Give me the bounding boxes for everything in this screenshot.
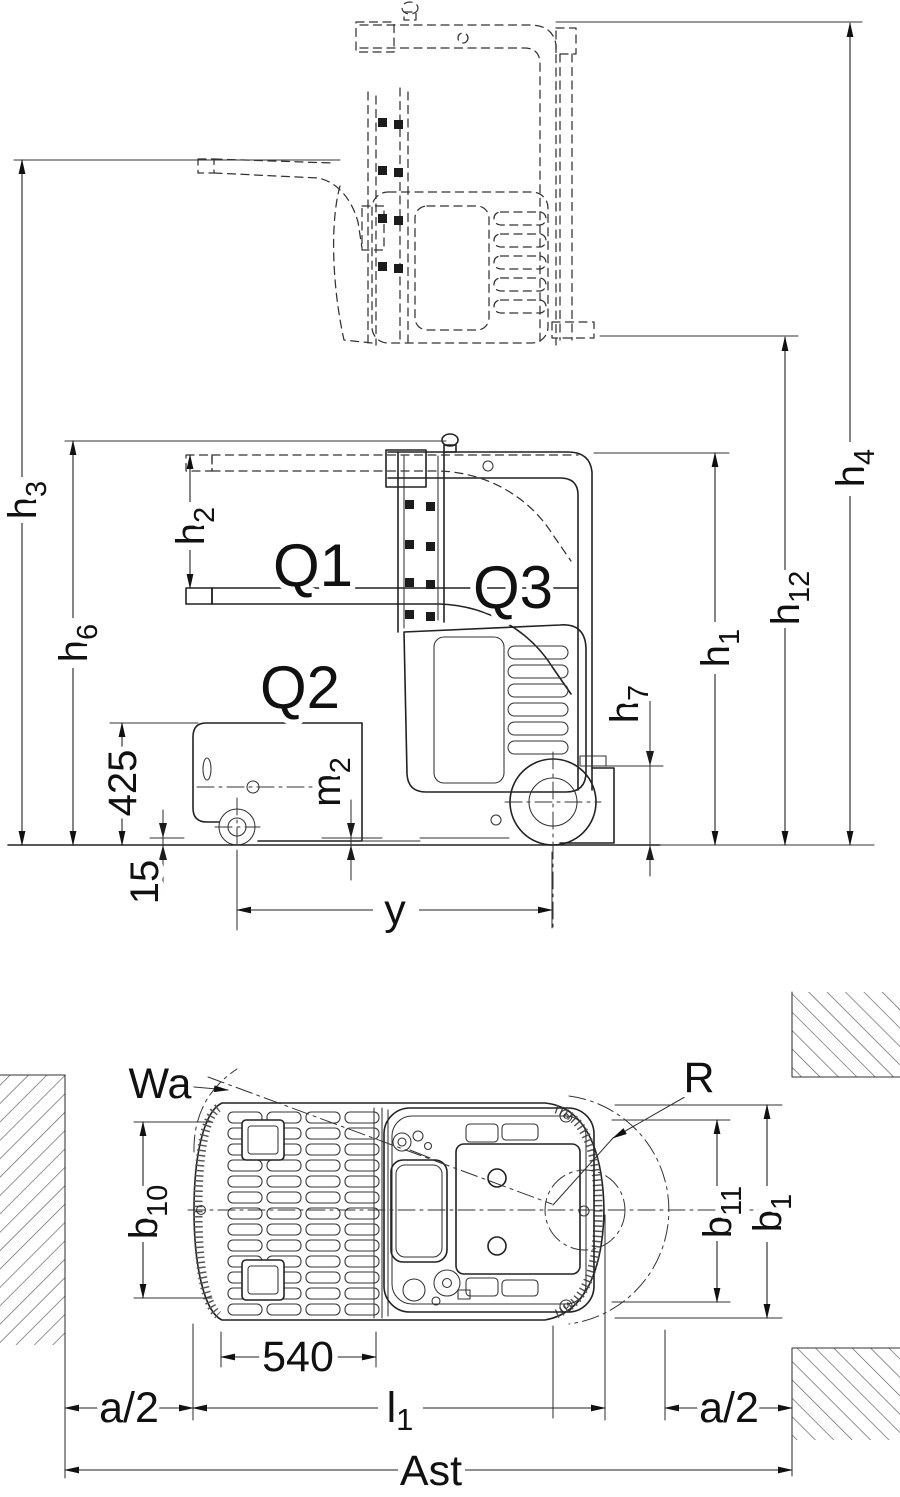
control-knob — [442, 434, 458, 452]
dim-label-h2: $h_2$ — [169, 506, 221, 546]
dim-wa — [129, 1060, 228, 1108]
dim-label-h1: $h_1$ — [694, 628, 746, 668]
rear-step — [560, 756, 614, 843]
dim-label-h3: $h_3$ — [1, 480, 53, 520]
dim-label-15: 15 — [123, 859, 167, 905]
dim-y — [237, 852, 552, 934]
dim-label-h6: $h_6$ — [52, 623, 104, 663]
dim-15 — [123, 810, 184, 904]
lowered-truck — [186, 434, 614, 845]
dim-540 — [221, 1332, 376, 1381]
side-view — [1, 2, 881, 934]
dim-h7 — [584, 685, 663, 876]
dim-label-a2-left: a/2 — [99, 1384, 159, 1432]
plan-view — [0, 992, 900, 1495]
dim-a2-right — [665, 1384, 792, 1432]
dim-label-b10: $b_{10}$ — [122, 1184, 174, 1240]
dim-label-m2: $m_2$ — [305, 757, 357, 807]
load-label-q3: Q3 — [472, 554, 554, 621]
dim-label-540: 540 — [262, 1333, 334, 1381]
right-wall-top — [792, 992, 900, 1077]
dim-label-b1: $b_1$ — [746, 1193, 798, 1233]
drive-unit — [403, 1270, 470, 1305]
perforated-floor-plate — [456, 1144, 580, 1274]
dim-h12 — [600, 336, 816, 845]
rear-edge-shading — [556, 1109, 598, 1314]
mast — [398, 452, 444, 632]
dim-label-a2-right: a/2 — [699, 1384, 759, 1432]
console — [391, 1160, 447, 1262]
dim-label-h12: $h_{12}$ — [764, 570, 816, 626]
steering-unit — [393, 1131, 432, 1158]
mast-plan — [374, 1108, 388, 1318]
dim-label-l1: l1 — [386, 1384, 414, 1437]
dim-b11 — [612, 1120, 748, 1302]
load-label-q2: Q2 — [259, 654, 341, 721]
dim-h3 — [1, 160, 340, 845]
left-wall — [0, 1075, 65, 1478]
dim-label-y: y — [384, 886, 406, 934]
dim-m2 — [305, 757, 382, 880]
dim-l1 — [193, 1384, 605, 1437]
dim-h1 — [594, 453, 746, 845]
dim-label-h7: $h_7$ — [603, 684, 655, 724]
dim-425 — [101, 723, 198, 845]
dim-ast — [65, 1447, 792, 1495]
mast-rollers — [405, 500, 435, 621]
truck-plan — [188, 1069, 770, 1324]
dim-label-425: 425 — [101, 749, 145, 817]
dim-label-wa: Wa — [128, 1060, 192, 1108]
fork-initial-lift-dashed — [186, 455, 578, 561]
body-panel — [404, 625, 586, 792]
dim-label-r: R — [683, 1054, 715, 1102]
load-label-q1: Q1 — [272, 532, 354, 599]
dim-b1 — [615, 1105, 798, 1318]
dim-a2-left — [65, 1384, 193, 1432]
dim-label-b11: $b_{11}$ — [696, 1185, 748, 1239]
dim-label-ast: Ast — [399, 1447, 463, 1495]
dim-h2 — [169, 455, 221, 588]
dim-label-h4: $h_4$ — [829, 448, 881, 488]
right-wall-bottom — [792, 1348, 900, 1476]
